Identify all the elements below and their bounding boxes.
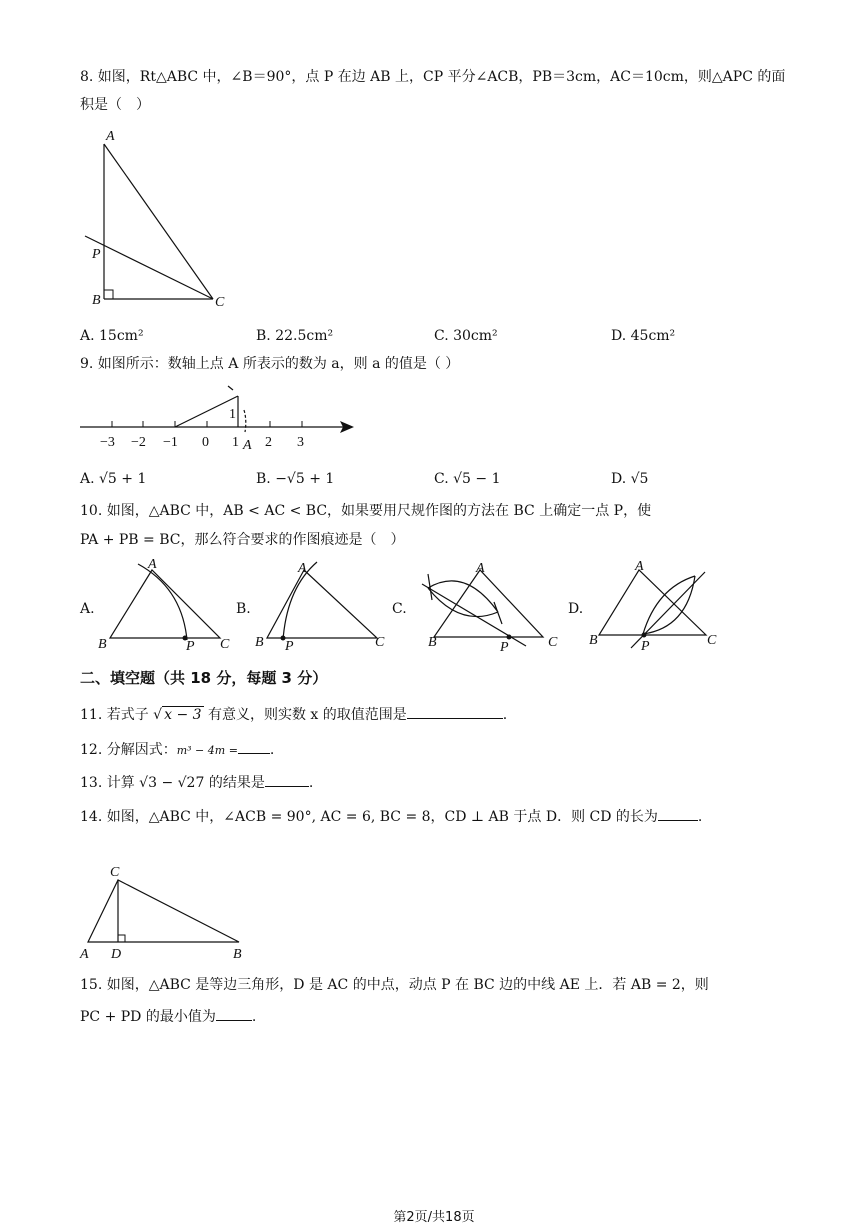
- q10-option-b-label: B.: [236, 601, 251, 617]
- q9-tick-3: 3: [297, 435, 304, 450]
- q10a-label-a: A: [148, 557, 157, 572]
- q10d-label-a: A: [635, 559, 644, 574]
- q11-sqrt: √ x − 3: [153, 707, 202, 723]
- q10-option-a-label: A.: [80, 601, 95, 617]
- q10c-label-b: B: [428, 635, 437, 650]
- q15-end: .: [251, 1009, 257, 1025]
- q8-stem-line2: 积是（ ）: [80, 97, 150, 113]
- q9-tick-2: 2: [265, 435, 272, 450]
- q9-tick-minus2: −2: [131, 435, 146, 450]
- q14-label-c: C: [110, 865, 120, 880]
- q13-pre: 13. 计算: [80, 775, 140, 791]
- q10-figure-c: [410, 558, 565, 655]
- q14-figure: [78, 860, 258, 965]
- q15-stem-line1: 15. 如图，△ABC 是等边三角形，D 是 AC 的中点，动点 P 在 BC 边的中线 AE 上．若 AB = 2，则: [80, 977, 709, 993]
- q9-number-line: [78, 380, 368, 455]
- section-fill-in-heading: 二、填空题（共 18 分，每题 3 分）: [80, 669, 328, 687]
- q14-text: 14. 如图，△ABC 中，∠ACB = 90°, AC = 6, BC = 8，CD ⊥ AB 于点 D．则 CD 的长为: [80, 809, 658, 825]
- q11-radicand: x − 3: [164, 707, 202, 723]
- q15-answer-blank[interactable]: [216, 1006, 252, 1021]
- q13-post: 的结果是: [204, 775, 265, 791]
- q8-option-c: C. 30cm²: [434, 328, 498, 344]
- q10d-label-p: P: [641, 639, 650, 654]
- q8-stem-line1: 8. 如图，Rt△ABC 中，∠B＝90°，点 P 在边 AB 上，CP 平分∠ACB，PB＝3cm，AC＝10cm，则△APC 的面: [80, 69, 786, 85]
- q10-stem-line1: 10. 如图，△ABC 中，AB < AC < BC，如果要用尺规作图的方法在 BC 上确定一点 P，使: [80, 503, 652, 519]
- q9-tick-1: 1: [232, 435, 239, 450]
- q9-point-a: A: [243, 438, 252, 453]
- q8-option-a: A. 15cm²: [80, 328, 144, 344]
- q10-option-d-label: D.: [568, 601, 584, 617]
- q10a-label-p: P: [186, 639, 195, 654]
- q10-figure-d: [587, 558, 727, 654]
- q8-option-b: B. 22.5cm²: [256, 328, 334, 344]
- q11-pre: 11. 若式子: [80, 707, 154, 723]
- q10d-label-b: B: [589, 633, 598, 648]
- q8-option-d: D. 45cm²: [611, 328, 676, 344]
- q12-stem: [80, 739, 274, 760]
- q9-option-c: C. √5 − 1: [434, 471, 501, 487]
- q14-end: .: [697, 809, 703, 825]
- q8-label-a: A: [106, 129, 115, 144]
- q13-end: .: [308, 775, 314, 791]
- q9-option-a: A. √5 + 1: [80, 471, 147, 487]
- q10b-label-a: A: [298, 561, 307, 576]
- q11-post: 有意义，则实数 x 的取值范围是: [203, 707, 407, 723]
- q9-tick-minus1: −1: [163, 435, 178, 450]
- q13-answer-blank[interactable]: [265, 772, 309, 787]
- q9-tick-0: 0: [202, 435, 209, 450]
- q12-answer-blank[interactable]: [238, 739, 270, 754]
- q10a-label-b: B: [98, 637, 107, 652]
- q10b-label-p: P: [285, 639, 294, 654]
- q14-answer-blank[interactable]: [658, 806, 698, 821]
- q12-pre: 12. 分解因式：: [80, 742, 177, 758]
- q11-answer-blank[interactable]: [407, 704, 503, 719]
- q9-option-d: D. √5: [611, 471, 649, 487]
- q11-end: .: [502, 707, 508, 723]
- q10b-label-c: C: [375, 635, 385, 650]
- q10c-label-c: C: [548, 635, 558, 650]
- q10-figure-b: [253, 558, 393, 654]
- q9-height-label: 1: [229, 407, 236, 422]
- q10a-label-c: C: [220, 637, 230, 652]
- q14-label-a: A: [80, 947, 89, 962]
- q9-option-b: B. −√5 + 1: [256, 471, 335, 487]
- q10b-label-b: B: [255, 635, 264, 650]
- q12-expression: m³ − 4m =: [176, 744, 238, 757]
- q11-stem: [80, 704, 507, 724]
- q14-label-d: D: [111, 947, 122, 962]
- q8-label-c: C: [215, 295, 225, 310]
- q10-figure-a: [96, 557, 236, 654]
- q13-expression: √3 − √27: [139, 775, 205, 791]
- q8-label-p: P: [92, 247, 101, 262]
- q10-stem-line2: PA + PB = BC，那么符合要求的作图痕迹是（ ）: [80, 532, 405, 548]
- q14-stem: [80, 806, 702, 826]
- q13-stem: [80, 772, 313, 792]
- q15-stem-line2: [80, 1006, 256, 1026]
- q12-end: .: [269, 742, 275, 758]
- q10c-label-p: P: [500, 640, 509, 655]
- q8-label-b: B: [92, 293, 101, 308]
- q10-option-c-label: C.: [392, 601, 407, 617]
- q8-figure: [80, 128, 240, 313]
- q10c-label-a: A: [476, 561, 485, 576]
- q10d-label-c: C: [707, 633, 717, 648]
- q9-stem: 9. 如图所示：数轴上点 A 所表示的数为 a，则 a 的值是（ ）: [80, 356, 460, 372]
- q15-text: PC + PD 的最小值为: [80, 1009, 216, 1025]
- q9-tick-minus3: −3: [100, 435, 115, 450]
- q14-label-b: B: [233, 947, 242, 962]
- page-number: 第2页/共18页: [393, 1210, 475, 1225]
